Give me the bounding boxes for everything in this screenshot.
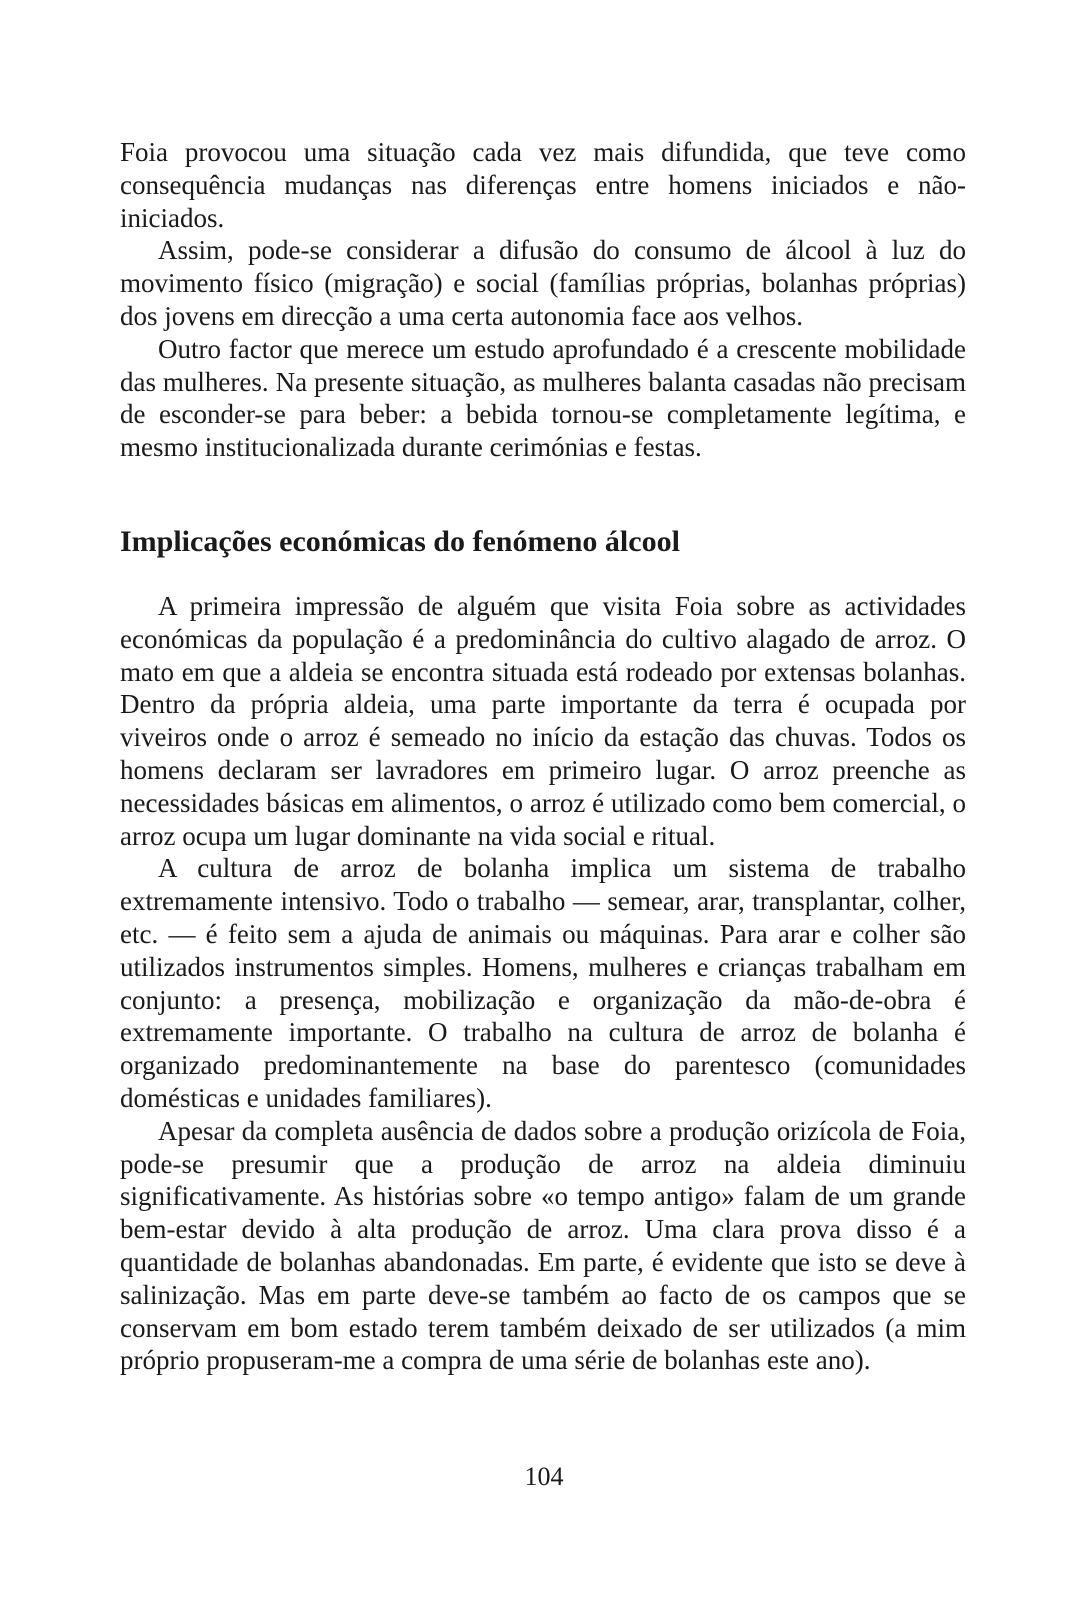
- paragraph-women-mobility: Outro factor que merece um estudo aprofundado é a crescente mobilidade das mulheres. Na presente situação, as mulheres balanta casadas não precisam de esconder-se para beber: a bebida tornou-se completamente legítima, e mesmo institucionalizada durante cerimónias e festas.: [120, 333, 966, 463]
- section-text-block: [120, 590, 966, 1377]
- paragraph-continuation: Foia provocou uma situação cada vez mais difundida, que teve como consequência mudanças nas diferenças entre homens iniciados e não-iniciados.: [120, 137, 966, 233]
- intro-text-block: [120, 136, 966, 464]
- page-number: 104: [524, 1462, 564, 1491]
- paragraph-rice-cultivation: A primeira impressão de alguém que visita Foia sobre as actividades económicas da população é a predominância do cultivo alagado de arroz. O mato em que a aldeia se encontra situada está rodeado por extensas bolanhas. Dentro da própria aldeia, uma parte importante da terra é ocupada por viveiros onde o arroz é semeado no início da estação das chuvas. Todos os homens declaram ser lavradores em primeiro lugar. O arroz preenche as necessidades básicas em alimentos, o arroz é utilizado como bem comercial, o arroz ocupa um lugar dominante na vida social e ritual.: [120, 591, 966, 851]
- paragraph-labour-system: A cultura de arroz de bolanha implica um sistema de trabalho extremamente intensivo. Todo o trabalho — semear, arar, transplantar, colher, etc. — é feito sem a ajuda de animais ou máquinas. Para arar e colher são utilizados instrumentos simples. Homens, mulheres e crianças trabalham em conjunto: a presença, mobilização e organização da mão-de-obra é extremamente importante. O trabalho na cultura de arroz de bolanha é organizado predominantemente na base do parentesco (comunidades domésticas e unidades familiares).: [120, 853, 966, 1113]
- paragraph-alcohol-diffusion: Assim, pode-se considerar a difusão do consumo de álcool à luz do movimento físico (migração) e social (famílias próprias, bolanhas próprias) dos jovens em direcção a uma certa autonomia face aos velhos.: [120, 235, 966, 331]
- section-heading: Implicações económicas do fenómeno álcool: [120, 525, 680, 558]
- paragraph-production-decline: Apesar da completa ausência de dados sobre a produção orizícola de Foia, pode-se presumir que a produção de arroz na aldeia diminuiu significativamente. As histórias sobre «o tempo antigo» falam de um grande bem-estar devido à alta produção de arroz. Uma clara prova disso é a quantidade de bolanhas abandonadas. Em parte, é evidente que isto se deve à salinização. Mas em parte deve-se também ao facto de os campos que se conservam em bom estado terem também deixado de ser utilizados (a mim próprio propuseram-me a compra de uma série de bolanhas este ano).: [120, 1115, 966, 1376]
